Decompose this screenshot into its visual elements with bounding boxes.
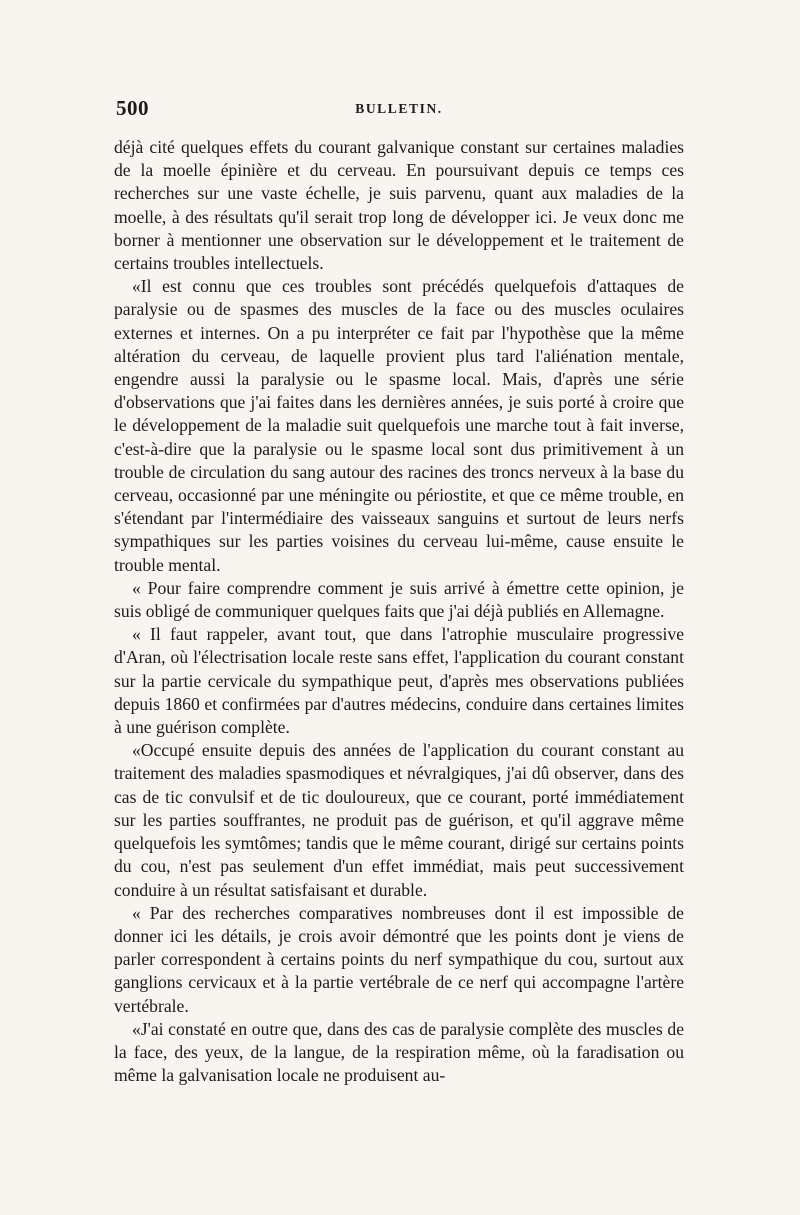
paragraph: « Il faut rappeler, avant tout, que dans l'atrophie musculaire progressive d'Aran, où l'électrisation locale reste sans effet, l'application du courant constant sur la partie cervicale du sympathique peut, d'après mes observations publiées depuis 1860 et confirmées par d'autres médecins, conduire dans certaines limites à une guérison complète.: [114, 624, 684, 738]
body-text: [114, 136, 684, 1087]
paragraph: «Il est connu que ces troubles sont précédés quelquefois d'attaques de paralysie ou de spasmes des muscles de la face ou des muscles oculaires externes et internes. On a pu interpréter ce fait par l'hypothèse que la même altération du cerveau, de laquelle provient plus tard l'aliénation mentale, engendre aussi la paralysie ou le spasme local. Mais, d'après une série d'observations que j'ai faites dans les dernières années, je suis porté à croire que le développement de la maladie suit quelquefois une marche tout à fait inverse, c'est-à-dire que la paralysie ou le spasme local sont dus primitivement à un trouble de circulation du sang autour des racines des troncs nerveux à la base du cerveau, occasionné par une méningite ou périostite, et que ce même trouble, en s'étendant par l'intermédiaire des vaisseaux sanguins et surtout de leurs nerfs sympathiques sur les parties voisines du cerveau lui-même, cause ensuite le trouble mental.: [114, 276, 684, 575]
paragraph: «Occupé ensuite depuis des années de l'application du courant constant au traitement des maladies spasmodiques et névralgiques, j'ai dû observer, dans des cas de tic convulsif et de tic douloureux, que ce courant, porté immédiatement sur les parties souffrantes, ne produit pas de guérison, et qu'il aggrave même quelquefois les symtômes; tandis que le même courant, dirigé sur certains points du cou, n'est pas seulement d'un effet immédiat, mais peut successivement conduire à un résultat satisfaisant et durable.: [114, 740, 684, 900]
paragraph: « Par des recherches comparatives nombreuses dont il est impossible de donner ici les détails, je crois avoir démontré que les points dont je viens de parler correspondent à certains points du nerf sympathique du cou, surtout aux ganglions cervicaux et à la partie vertébrale de ce nerf qui accompagne l'artère vertébrale.: [114, 902, 684, 1016]
document-page: [114, 96, 684, 1087]
running-title: BULLETIN.: [355, 101, 443, 116]
paragraph: «J'ai constaté en outre que, dans des cas de paralysie complète des muscles de la face, des yeux, de la langue, de la respiration même, où la faradisation ou même la galvanisation locale ne produisent au-: [114, 1018, 684, 1086]
paragraph: « Pour faire comprendre comment je suis arrivé à émettre cette opinion, je suis obligé de communiquer quelques faits que j'ai déjà publiés en Allemagne.: [114, 577, 684, 622]
paragraph: déjà cité quelques effets du courant galvanique constant sur certaines maladies de la moelle épinière et du cerveau. En poursuivant depuis ce temps ces recherches sur une vaste échelle, je suis parvenu, quant aux maladies de la moelle, à des résultats qu'il serait trop long de développer ici. Je veux donc me borner à mentionner une observation sur le développement et le traitement de certains troubles intellectuels.: [114, 137, 684, 274]
page-number: 500: [116, 96, 149, 120]
running-head: [114, 96, 684, 136]
